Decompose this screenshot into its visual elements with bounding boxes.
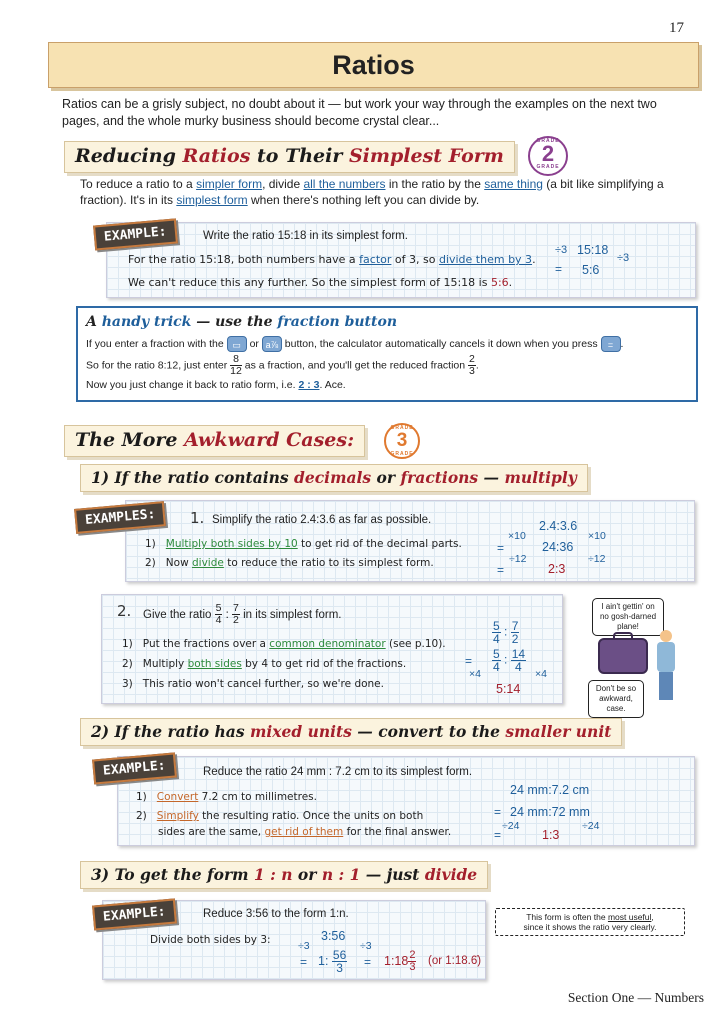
one-n-line: Divide both sides by 3: — [150, 934, 271, 946]
subheading-1-n-form: 3) To get the form 1 : n or n : 1 — just divide — [80, 861, 488, 889]
mixed-units-title: Reduce the ratio 24 mm : 7.2 cm to its simplest form. — [203, 766, 473, 778]
w3-bottom: 1:3 — [542, 828, 560, 842]
w3-left: ÷24 — [502, 820, 520, 832]
section-heading-reducing: Reducing Ratios to Their Simplest Form — [64, 141, 515, 173]
handy-trick-box — [76, 306, 698, 402]
person-legs — [659, 672, 673, 700]
page-title: Ratios — [332, 50, 415, 80]
w2-eq-1: = — [465, 654, 473, 668]
w4-eq-2: = — [364, 955, 372, 969]
w1-mid: 24:36 — [542, 540, 574, 554]
speech-bubble-awkward: Don't be so awkward, case. — [588, 680, 644, 718]
example-1-step-2: 2) Now divide to reduce the ratio to its simplest form. — [145, 557, 434, 569]
w4-answer: 1:18 $\frac{2}{3}$ — [384, 949, 416, 974]
w1-eq-2: = — [497, 563, 505, 577]
one-n-title: Reduce 3:56 to the form 1:n. — [203, 908, 349, 920]
grade-3-badge: GRADE 3 GRADE — [384, 423, 420, 459]
useful-form-note: This form is often the most useful, since it shows the ratio very clearly. — [495, 908, 685, 936]
person-body — [657, 642, 675, 672]
example-2-number: 2. — [117, 602, 132, 620]
w1-right-2: ÷12 — [588, 553, 606, 565]
fraction-key-icon: ▭ — [227, 336, 247, 352]
w1-right-1: ×10 — [588, 530, 606, 542]
w3-eq-2: = — [494, 828, 502, 842]
w4-mid: 1: $\frac{56}{3}$ — [318, 948, 347, 976]
trick-line-3: Now you just change it back to ratio form, i.e. 2 : 3. Ace. — [86, 379, 346, 391]
reducing-explanation: To reduce a ratio to a simpler form, divide all the numbers in the ratio by the same thing (a bit like simplifying a fraction). It's in its simplest form when there's nothing left you can divide by. — [80, 177, 664, 207]
example-badge-1-n: EXAMPLE: — [92, 898, 176, 930]
w4-or-decimal: (or 1:18.6̇) — [428, 955, 482, 967]
example-line-2: We can't reduce this any further. So the simplest form of 15:18 is 5:6. — [128, 276, 513, 289]
example-2-title: Give the ratio $\frac{5}{4}$ : $\frac{7}{2}$ in its simplest form. — [143, 602, 342, 627]
w2-bottom: 5:14 — [496, 682, 521, 696]
w1-left-1: ×10 — [508, 530, 526, 542]
work-top: 15:18 — [577, 243, 609, 257]
w1-eq-1: = — [497, 541, 505, 555]
example-2-step-1: 1) Put the fractions over a common denominator (see p.10). — [122, 638, 446, 650]
w4-left: ÷3 — [298, 940, 310, 952]
w3-mid: 24 mm:72 mm — [510, 805, 590, 819]
w4-top: 3:56 — [321, 929, 346, 943]
w1-top: 2.4:3.6 — [539, 519, 578, 533]
section-heading-awkward: The More Awkward Cases: — [64, 425, 365, 457]
speech-bubble-plane: I ain't gettin' on no gosh-darned plane! — [592, 598, 664, 636]
mixed-step-2: 2) Simplify the resulting ratio. Once the units on both — [136, 810, 424, 822]
w2-left: ×4 — [469, 668, 481, 680]
w2-right: ×4 — [535, 668, 547, 680]
examples-badge: EXAMPLES: — [74, 501, 166, 534]
mixed-fraction-key-icon: a⅞ — [262, 336, 282, 352]
person-head — [660, 630, 672, 642]
footer-section-label: Section One — Numbers — [567, 990, 704, 1005]
w2-row-1: $\frac{5}{4}$ : $\frac{7}{2}$ — [493, 619, 519, 646]
example-badge-mixed: EXAMPLE: — [92, 752, 176, 784]
trick-line-2: So for the ratio 8:12, just enter $\frac{8}{12}$ as a fraction, and you'll get the reduced fraction $\frac{2}{3}$ . — [86, 353, 479, 377]
mixed-step-2b: sides are the same, get rid of them for the final answer. — [158, 826, 452, 838]
example-2-step-3: 3) This ratio won't cancel further, so we're done. — [122, 678, 384, 690]
w3-eq-1: = — [494, 805, 502, 819]
w1-left-2: ÷12 — [509, 553, 527, 565]
intro-paragraph: Ratios can be a grisly subject, no doubt about it — but work your way through the examples on the next two pages, and the whole murky business should become crystal clear... — [62, 97, 657, 128]
page-title-bar — [48, 42, 699, 88]
work-div-right: ÷3 — [617, 252, 630, 264]
handy-trick-title: A handy trick — use the fraction button — [86, 314, 397, 330]
example-2-step-2: 2) Multiply both sides by 4 to get rid of the fractions. — [122, 658, 407, 670]
example-1-step-1: 1) Multiply both sides by 10 to get rid of the decimal parts. — [145, 538, 462, 550]
trick-line-1: If you enter a fraction with the ▭ or a⅞ button, the calculator automatically cancels it down when you press = . — [86, 338, 624, 351]
mixed-step-1: 1) Convert 7.2 cm to millimetres. — [136, 791, 317, 803]
subheading-decimals: 1) If the ratio contains decimals or fractions — multiply — [80, 464, 588, 492]
example-title: Write the ratio 15:18 in its simplest form. — [203, 230, 408, 242]
w3-top: 24 mm:7.2 cm — [510, 783, 590, 797]
example-line-1: For the ratio 15:18, both numbers have a factor of 3, so divide them by 3. — [128, 253, 536, 266]
example-1-number: 1. — [190, 509, 205, 527]
work-eq: = — [555, 262, 563, 276]
work-bottom: 5:6 — [582, 263, 600, 277]
work-div-left: ÷3 — [555, 244, 568, 256]
page-number: 17 — [669, 20, 684, 36]
example-badge: EXAMPLE: — [93, 218, 177, 250]
equals-key-icon: = — [601, 336, 621, 352]
subheading-mixed-units: 2) If the ratio has mixed units — convert to the smaller unit — [80, 718, 622, 746]
w4-right: ÷3 — [360, 940, 372, 952]
grade-2-badge: GRADE 2 GRADE — [528, 136, 568, 176]
w3-right: ÷24 — [582, 820, 600, 832]
w2-row-2: $\frac{5}{4}$ : $\frac{14}{4}$ — [493, 647, 526, 674]
w1-bottom: 2:3 — [548, 562, 566, 576]
example-1-title: Simplify the ratio 2.4:3.6 as far as possible. — [212, 514, 432, 526]
suitcase-handle — [613, 632, 633, 640]
suitcase-illustration — [598, 638, 648, 674]
w4-eq-1: = — [300, 955, 308, 969]
